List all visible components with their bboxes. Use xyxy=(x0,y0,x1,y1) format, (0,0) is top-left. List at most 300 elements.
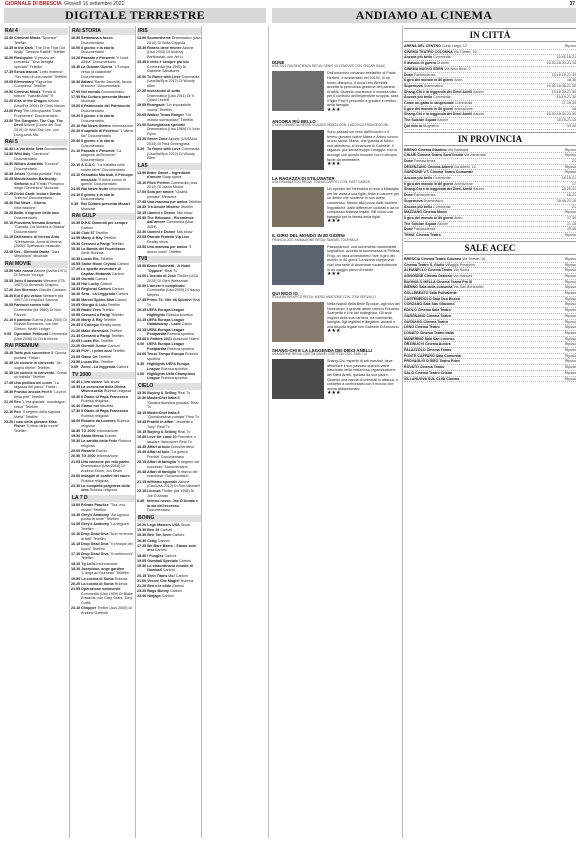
program-info xyxy=(147,113,201,122)
cinema-title: Dune xyxy=(404,158,413,163)
program-info xyxy=(81,193,135,202)
program-description: "Tua, mio, nostro" Telefilm xyxy=(81,502,127,512)
program-info xyxy=(81,56,135,65)
program-title: Kid Il più veloce xyxy=(14,293,43,298)
program-info xyxy=(147,46,201,60)
program-info xyxy=(81,449,107,454)
film-title: ANCORA PIÙ BELLO xyxy=(272,118,316,124)
program-entry xyxy=(71,385,135,394)
program-description: "Westwende, Anna di Verena (2005)" Spettacolo musicale xyxy=(14,239,62,249)
program-description: Reality show xyxy=(99,323,121,328)
program-title: Fratelli in affari xyxy=(147,420,174,425)
program-description: "Il ritmo della morte" Telefilm xyxy=(14,424,60,433)
channel-name: BOING xyxy=(137,515,201,522)
program-title: UEFA Europa League Highlights xyxy=(147,307,185,317)
program-description: "Sponsor" Telefilm xyxy=(14,36,58,45)
program-entry xyxy=(71,439,135,448)
program-entry xyxy=(137,298,201,307)
cinema-title: Cinema Teatro S. Giulio xyxy=(404,262,445,267)
program-title: Highlights UEFA Europa League xyxy=(147,362,190,371)
program-title: Rai News Giorno xyxy=(81,124,111,129)
cinema-title: Ancora più bello xyxy=(404,176,433,181)
program-info xyxy=(81,503,135,512)
program-entry xyxy=(71,124,135,129)
program-time: 23.05 xyxy=(137,235,147,240)
in-citta-heading: IN CITTÀ xyxy=(404,28,576,42)
program-entry xyxy=(71,187,135,192)
program-time: 19.05 xyxy=(4,79,14,84)
program-info xyxy=(81,46,135,55)
program-info xyxy=(81,439,135,448)
program-description: Rubrica sportiva xyxy=(160,376,188,381)
program-entry xyxy=(137,554,201,559)
program-info xyxy=(81,513,135,522)
cinema-name xyxy=(404,50,476,55)
cinema-title: CINEMA NUOVO EDEN xyxy=(404,66,444,71)
program-info xyxy=(147,594,173,599)
program-title: Zorro - La leggenda xyxy=(81,364,116,369)
program-time: 21.45 xyxy=(71,333,81,338)
program-title: Lucas Etc. xyxy=(81,256,100,261)
column-divider xyxy=(69,26,70,838)
cinema-title: DESENZANO Cinema Alberti xyxy=(404,164,453,169)
film-synopsis-text: Passepartout, una scimmietta marmosetta sognatrice, accetta la scommessa di Phileas Frog, un rana avventuriero: fare il giro del mondo in 80 giorni. La strana coppia vive così una serie di avventure rocambolesche in un viaggio pieno di insidie. xyxy=(327,244,400,272)
cinema-name xyxy=(404,365,444,370)
program-info xyxy=(14,192,68,201)
program-info xyxy=(147,274,201,283)
program-info xyxy=(147,445,194,450)
showtimes: 19.30 xyxy=(567,123,576,128)
program-info xyxy=(81,262,129,267)
film-still-image xyxy=(272,359,324,399)
cinema-title: Shang-Chi e la leggenda dei Dieci Anelli xyxy=(404,187,473,192)
cinema-section-banner xyxy=(272,8,576,23)
program-title: Kiss of the Dragon xyxy=(14,99,47,104)
film-synopsis xyxy=(327,130,400,170)
program-description: Telefilm xyxy=(100,339,114,343)
program-entry xyxy=(137,579,201,584)
program-entry xyxy=(71,202,135,211)
cinema-name xyxy=(404,314,451,319)
program-info xyxy=(14,90,68,99)
channel-name: RAI PREMIUM xyxy=(4,343,68,350)
program-title: Rosario xyxy=(81,449,95,454)
program-time: 14.00 xyxy=(137,274,147,278)
program-time: 17.10 xyxy=(71,551,81,556)
program-time: 19.00 xyxy=(71,434,81,439)
program-description: Informazione xyxy=(96,454,118,459)
program-time: 0.05 xyxy=(71,364,79,369)
program-info xyxy=(147,60,201,74)
program-title: Il giorno e la storia xyxy=(81,192,114,197)
program-time: 22.05 xyxy=(71,339,81,343)
cinema-name xyxy=(404,78,463,83)
program-time: 19.30 xyxy=(4,390,14,395)
program-description: "L'Europa verso la catastrofe" Documentario xyxy=(81,65,130,79)
program-time: 17.45 xyxy=(137,200,147,205)
cinema-listings xyxy=(404,26,576,382)
program-time: 23.45 xyxy=(137,337,147,342)
program-description: Show xyxy=(180,522,191,527)
program-entry xyxy=(137,460,201,469)
program-entry xyxy=(4,46,68,55)
program-description: Western (ITA 1967) Di Armando Crispino xyxy=(14,278,65,288)
program-info xyxy=(81,303,120,308)
program-description: Documentario xyxy=(81,109,104,114)
program-info xyxy=(147,352,201,361)
program-info xyxy=(14,99,68,108)
program-title: Il capitale di Federico xyxy=(81,129,119,134)
program-time: 17.25 xyxy=(137,88,147,93)
program-description: Azione (Can/Usa 2012) Di Ron Maxwell xyxy=(147,479,200,489)
program-title: Rosario da Lourdes xyxy=(81,419,116,424)
program-time: 18.00 xyxy=(71,419,81,424)
program-time: 24.00 xyxy=(137,352,147,357)
program-entry xyxy=(71,104,135,113)
program-title: Private Practice xyxy=(81,502,109,507)
program-entry xyxy=(137,523,201,528)
program-info xyxy=(81,313,123,318)
program-title: La completa preghiera della sera xyxy=(81,483,130,493)
program-title: Club 57 xyxy=(81,231,95,236)
program-description: Cartoni xyxy=(179,558,191,563)
program-entry xyxy=(71,567,135,576)
program-title: MasterChef Italia 5 xyxy=(147,396,180,401)
cinema-title: Dune xyxy=(404,227,413,232)
cinema-title: Supernova xyxy=(404,83,423,88)
program-info xyxy=(14,201,68,210)
cinema-name xyxy=(404,148,468,153)
cinema-name xyxy=(404,187,484,192)
cinema-name xyxy=(404,222,448,227)
program-title: Grey's Anatomy xyxy=(81,512,109,517)
program-info xyxy=(14,172,61,177)
program-entry xyxy=(71,454,135,459)
program-time: 20.30 xyxy=(137,215,147,220)
program-info xyxy=(147,171,201,180)
program-description: Real Tv xyxy=(147,298,201,307)
program-description: Documentario xyxy=(147,508,170,513)
program-title: Lucas Etc. xyxy=(81,339,100,343)
program-entry xyxy=(71,409,135,418)
program-title: Criminal Minds xyxy=(14,36,41,40)
program-entry xyxy=(137,470,201,479)
program-description: "Il matrimonio" Telefilm xyxy=(81,551,134,561)
program-description: Guerra (Usa 2000) Di Roland Emmerich, con Mel Gibson, Heath Ledger xyxy=(14,317,67,331)
program-entry xyxy=(137,211,201,216)
program-info xyxy=(147,584,184,589)
showtimes: Riposo xyxy=(564,268,576,273)
program-entry xyxy=(71,344,135,349)
program-info xyxy=(14,147,67,152)
program-title: Affari di famiglia xyxy=(147,469,176,474)
program-entry xyxy=(71,298,135,303)
program-info xyxy=(14,351,68,360)
program-title: Una mamma per amica xyxy=(147,200,188,205)
program-description: Cartoni xyxy=(116,261,129,266)
cinema-info: Drammatico xyxy=(423,198,443,203)
program-entry xyxy=(71,46,135,55)
cinema-name xyxy=(404,216,463,221)
program-time: 16.35 xyxy=(4,370,14,375)
showtimes: 15.45-18-21 xyxy=(556,55,576,60)
program-description: Musicale xyxy=(81,206,96,211)
program-description: Documentario xyxy=(81,118,104,123)
program-title: Tra Amore Mistero xyxy=(147,205,180,210)
cinema-info: Commedia xyxy=(454,101,473,106)
program-time: 14.30 xyxy=(71,231,81,236)
program-entry xyxy=(71,193,135,202)
program-time: 21.05 xyxy=(71,459,81,464)
showtimes: Riposo xyxy=(564,342,576,347)
cinema-info: Azione xyxy=(473,89,485,94)
program-entry xyxy=(137,181,201,190)
program-entry xyxy=(71,287,135,292)
program-description: Documentario xyxy=(81,197,104,202)
cinema-name xyxy=(404,101,472,106)
program-entry xyxy=(4,288,68,293)
program-entry xyxy=(137,489,201,498)
cinema-name xyxy=(404,280,472,285)
program-time: 20.50 xyxy=(71,454,81,459)
program-entry xyxy=(71,449,135,454)
program-time: 19.05 xyxy=(137,103,147,108)
program-description: Rubrica religiosa xyxy=(81,439,132,448)
program-title: Il Collegio xyxy=(81,323,99,328)
program-entry xyxy=(71,277,135,282)
program-description: "Quarta puntata" Miniserie xyxy=(147,190,188,199)
program-info xyxy=(81,542,135,551)
program-entry xyxy=(137,200,201,205)
showtimes: 16 xyxy=(572,106,576,111)
channel-name: RAI STORIA xyxy=(71,28,135,35)
program-entry xyxy=(137,147,201,161)
program-time: 13.50 xyxy=(4,268,14,273)
program-entry xyxy=(4,211,68,220)
program-entry xyxy=(71,292,135,297)
cinema-name xyxy=(404,159,435,164)
program-entry xyxy=(4,269,68,278)
program-time: 15.30 xyxy=(137,533,147,538)
program-entry xyxy=(71,267,135,276)
cinema-info: Anim. xyxy=(454,78,464,83)
program-time: 19.45 xyxy=(137,420,147,425)
program-time: 20.05 xyxy=(137,113,147,118)
film-rating-stars: ★★★ xyxy=(327,271,341,278)
cinema-info: Drammatico xyxy=(423,83,443,88)
cinema-title: Supernova xyxy=(404,198,423,203)
program-description: "Emilio Pomarico dirige l'Orchestra" Musicale xyxy=(14,181,64,191)
program-entry xyxy=(71,173,135,187)
program-entry xyxy=(4,361,68,370)
program-info xyxy=(147,89,201,103)
program-description: Cartoni xyxy=(175,573,188,578)
cinema-title: EDOLO Cinema Sala Teatro xyxy=(404,308,451,313)
program-entry xyxy=(137,318,201,327)
program-time: 23.45 xyxy=(4,249,14,254)
program-entry xyxy=(71,36,135,45)
cinema-info: Anim. xyxy=(454,215,464,220)
program-title: Lego Masters USA xyxy=(147,522,180,527)
program-info xyxy=(147,554,176,559)
program-entry xyxy=(71,542,135,551)
program-entry xyxy=(137,103,201,112)
program-time: 23.15 xyxy=(137,489,147,494)
program-title: Settimana a fuoco xyxy=(81,36,113,40)
program-time: 21.05 xyxy=(71,586,81,591)
program-description: Telefilm xyxy=(111,313,124,318)
program-entry xyxy=(4,221,68,235)
program-title: La coroncina della Divina Misericordia xyxy=(81,384,126,394)
cinema-info: Villaggio Prealpino xyxy=(445,262,475,267)
program-info xyxy=(147,579,193,584)
program-entry xyxy=(137,435,201,444)
program-description: Documentario xyxy=(44,147,68,152)
program-info xyxy=(147,318,201,327)
program-description: Commedia (Usa 2012) Di Jason Moore xyxy=(147,180,198,190)
program-entry xyxy=(71,231,135,236)
program-info xyxy=(14,162,68,171)
program-entry xyxy=(137,528,201,533)
program-title: Il Patrimonio del Patrimonio xyxy=(81,104,130,109)
cinema-name xyxy=(404,112,484,117)
film-rating-stars: ★★★ xyxy=(327,107,341,114)
program-title: Il giorno e la storia xyxy=(81,139,114,143)
program-title: Inferno rosso. Joe D'Amato e la via dell'eccesso xyxy=(147,499,199,508)
program-title: Cercami a Parigi xyxy=(81,333,111,338)
program-title: UEFA Europa League Postpartita xyxy=(147,342,185,352)
program-entry xyxy=(71,380,135,385)
program-info xyxy=(147,211,192,216)
showtimes: Riposo xyxy=(564,376,576,381)
cinema-title: MANERBIO Sala San Lorenzo xyxy=(404,336,455,341)
program-description: Documentario xyxy=(101,89,125,94)
program-title: Buying & Selling xyxy=(147,391,177,395)
citta-list xyxy=(404,44,576,130)
cinema-info: Animazione xyxy=(454,181,473,186)
program-time: 17.35 xyxy=(4,69,14,74)
program-info xyxy=(14,390,68,399)
cinema-name xyxy=(404,377,459,382)
cinema-info: Azione xyxy=(437,118,449,123)
program-description: Cartoni xyxy=(154,548,167,553)
program-info xyxy=(81,90,124,95)
program-entry xyxy=(71,577,135,582)
program-entry xyxy=(71,419,135,428)
program-title: Ors - Sinfonia Dante xyxy=(14,249,50,254)
film-still-image xyxy=(272,302,324,342)
program-title: Mendelssohn-Bartholdy: Stefonia n.4 xyxy=(14,177,58,186)
program-title: Marvel Spider-Man xyxy=(81,297,115,302)
program-title: Brave Rubinetti - A Hotel "Oppure" xyxy=(147,264,191,273)
film-still-image xyxy=(272,130,324,170)
program-info xyxy=(14,294,68,303)
program-info xyxy=(14,288,66,293)
program-title: UEFA Europa League Postpartita xyxy=(147,327,185,337)
film-review xyxy=(272,176,400,227)
program-info xyxy=(147,480,201,489)
program-time: 19.15 xyxy=(137,430,147,435)
program-time: 14.55 xyxy=(71,236,81,241)
program-description: "Il segreto della signora Maria" Telefilm xyxy=(14,409,61,419)
program-time: 13.40 xyxy=(4,36,14,40)
program-title: Uomini e Donne xyxy=(147,230,176,235)
program-info xyxy=(81,36,135,45)
program-entry xyxy=(137,584,201,589)
film-title: LA RAGAZZA DI STILLWATER xyxy=(272,175,335,181)
program-time: 16.30 xyxy=(71,36,81,40)
showtimes: Riposo xyxy=(564,296,576,301)
program-time: 16.30 xyxy=(137,538,147,543)
program-description: Prendere o lasciare Vancouver Real Tv xyxy=(147,435,196,444)
program-entry xyxy=(137,445,201,450)
program-time: 16.00 xyxy=(137,74,147,79)
program-description: Real Tv xyxy=(177,430,191,435)
program-description: Cartoni xyxy=(81,226,93,231)
program-entry xyxy=(71,355,135,360)
program-entry xyxy=(71,360,135,365)
program-description: Audizioni Talent xyxy=(172,337,199,342)
program-description: Documentario xyxy=(170,445,194,450)
program-time: 17.00 xyxy=(137,190,147,195)
program-entry xyxy=(71,365,135,370)
cinema-title: Shang-Chi e la leggenda dei Dieci Anelli xyxy=(404,112,473,117)
film-title: QUI RIDO IO xyxy=(272,290,298,296)
cinema-title: Qui rido io xyxy=(404,123,422,128)
program-info xyxy=(81,577,127,582)
cinema-title: The Suicide Squad xyxy=(404,118,437,123)
program-time: 24.10 xyxy=(71,192,81,197)
program-title: Grey's Anatomy xyxy=(81,522,109,527)
program-description: Rubrica sportiva xyxy=(167,347,194,352)
program-description: "Non mi fermo ai fatti" Telefilm xyxy=(81,532,133,541)
program-description: Telefilm xyxy=(109,328,123,333)
program-time: 21.20 xyxy=(4,99,14,104)
program-info xyxy=(147,308,201,317)
issue-date: Giovedì 16 settembre 2021 xyxy=(64,1,125,7)
cinema-name xyxy=(404,84,443,89)
program-time: 23.05 xyxy=(71,354,81,359)
program-info xyxy=(81,454,118,459)
program-info xyxy=(14,303,68,317)
cinema-name xyxy=(404,320,448,325)
program-time: 16.10 xyxy=(71,532,81,537)
program-info xyxy=(81,163,135,172)
program-description: Documentario xyxy=(81,143,104,148)
channel-name: CIELO xyxy=(137,383,201,390)
cinema-name xyxy=(404,233,441,238)
program-title: Buying & Selling xyxy=(147,430,177,435)
program-description: Telefilm xyxy=(100,359,114,364)
program-entry xyxy=(71,334,135,339)
cinema-title: ARENA DEL CENTRO xyxy=(404,44,441,48)
program-title: Passato e Presente xyxy=(81,148,115,153)
program-entry xyxy=(137,190,201,199)
film-synopsis-text: Nella Napoli della Belle Époque, agli inizi del Novecento, il grande attore comico Eduardo Scarpetta è il re del botteghino. Gli anni migliori della sua carriera, tra commedie, famiglia, figli legittimi e illegittimi, amanti e una disputa legale con Gabriele D'Annunzio. xyxy=(327,301,400,329)
program-entry xyxy=(137,46,201,60)
program-description: Musicale xyxy=(81,99,96,104)
program-title: Infiltrato speciale xyxy=(147,479,178,484)
film-rating-stars: ★★★ xyxy=(327,218,341,225)
program-info xyxy=(81,323,121,328)
program-time: 18.20 xyxy=(71,566,81,571)
program-title: Cercami a Parigi xyxy=(81,241,111,246)
program-title: Highlights Uefa Champions League xyxy=(147,371,196,381)
program-description: Cartoni xyxy=(100,281,112,286)
program-title: Scomesheme xyxy=(147,36,171,40)
program-time: 0.35 xyxy=(71,202,79,207)
program-entry xyxy=(137,362,201,371)
